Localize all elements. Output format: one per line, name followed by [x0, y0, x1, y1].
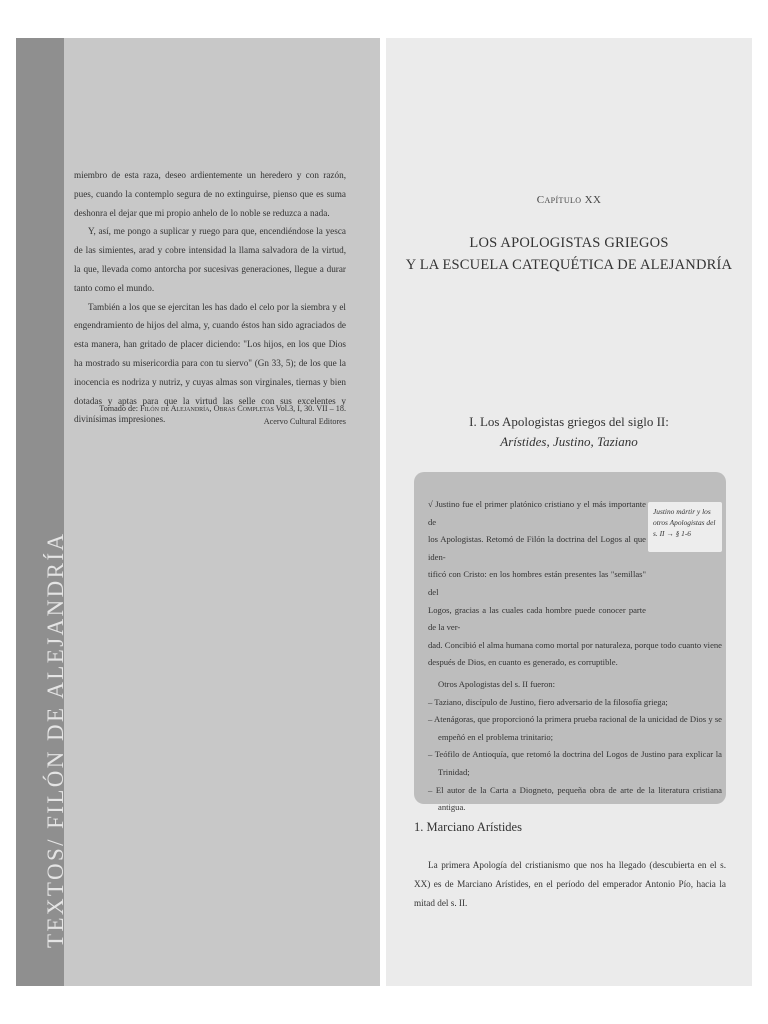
chapter-label: Capítulo XX	[536, 194, 602, 206]
summary-paragraph	[428, 496, 722, 672]
summary-text	[428, 496, 722, 817]
chapter-title-line: LOS APOLOGISTAS GRIEGOS	[469, 235, 669, 251]
left-page	[16, 38, 380, 986]
quoted-text	[74, 166, 346, 429]
citation-reference: Vol.3, I, 30. VII – 18.	[275, 404, 346, 413]
section-heading-line: I. Los Apologistas griegos del siglo II:	[469, 414, 669, 429]
chapter-title	[386, 232, 752, 276]
cross-reference-note: Justino mártir y los otros Apologistas del s. II → § 1-6	[648, 502, 722, 552]
body-text	[414, 856, 726, 913]
list-item: – El autor de la Carta a Diogneto, pequeña obra de arte de la literatura cristiana antigua.	[428, 784, 722, 813]
list-item: – Taziano, discípulo de Justino, fiero adversario de la filosofía griega;	[428, 696, 668, 707]
citation	[74, 402, 346, 428]
summary-box	[414, 472, 726, 813]
list-item: – Teófilo de Antioquía, que retomó la doctrina del Logos de Justino para explicar la Trinidad;	[428, 749, 722, 777]
summary-line: Logos, gracias a las cuales cada hombre puede conocer parte de la ver-	[428, 604, 646, 633]
body-paragraph: La primera Apología del cristianismo que nos ha llegado (descubierta en el s. XX) es de Marciano Arístides, en el período del emperador Antonio Pío, hacia la mitad del s. II.	[414, 860, 726, 908]
quote-paragraph: Y, así, me pongo a suplicar y ruego para que, encendiéndose la yesca de las simientes, arad y cobre intensidad la llama salvadora de la virtud, la que, llevada como antorcha por sucesivas generaciones, llegue a durar tanto como el mundo.	[74, 226, 346, 293]
summary-line: tificó con Cristo: en los hombres están presentes las "semillas" del	[428, 569, 646, 597]
apologists-list	[428, 694, 722, 817]
chapter-title-line: Y LA ESCUELA CATEQUÉTICA DE ALEJANDRÍA	[405, 257, 733, 273]
citation-prefix: Tomado de:	[99, 404, 139, 413]
summary-line: dad. Concibió el alma humana como mortal por naturaleza, porque todo cuanto viene después de Dios, en cuanto es generado, es corruptible.	[428, 639, 722, 668]
citation-work: Filón de Alejandría, Obras Completas	[140, 404, 274, 413]
spine-title: TEXTOS/ FILÓN DE ALEJANDRÍA	[43, 531, 68, 948]
summary-line: √ Justino fue el primer platónico cristiano y el más importante de	[428, 499, 646, 527]
right-page	[386, 38, 752, 986]
section-heading	[386, 412, 752, 452]
quote-paragraph: También a los que se ejercitan les has dado el celo por la siembra y el engendramiento de hijos del alma, y, cuando éstos han sido agraciados de esta manera, han gritado de placer diciendo: "Los hijos, en los que Dios ha mostrado su misericordia para con tu siervo" (Gn 33, 5); de los que la inocencia es nodriza y nutriz, y cuyas almas son virginales, tiernas y bien dotadas y aptas para que la virtud las selle con sus excelentes y divinísimas impresiones.	[74, 301, 346, 425]
citation-publisher: Acervo Cultural Editores	[263, 417, 346, 426]
list-item: – Atenágoras, que proporcionó la primera prueba racional de la unicidad de Dios y se empeñó en el problema trinitario;	[428, 714, 722, 742]
summary-line: los Apologistas. Retomó de Filón la doctrina del Logos al que iden-	[428, 534, 646, 562]
section-heading-line: Arístides, Justino, Taziano	[500, 434, 638, 449]
quote-paragraph: miembro de esta raza, deseo ardientemente un heredero y con razón, pues, cuando la contemplo segura de no extinguirse, pienso que es suma deshonra el dejar que mi propio anhelo de lo noble se reduzca a nada.	[74, 170, 346, 218]
subsection-heading: 1. Marciano Arístides	[414, 820, 522, 834]
other-apologists-intro: Otros Apologistas del s. II fueron:	[438, 678, 555, 689]
